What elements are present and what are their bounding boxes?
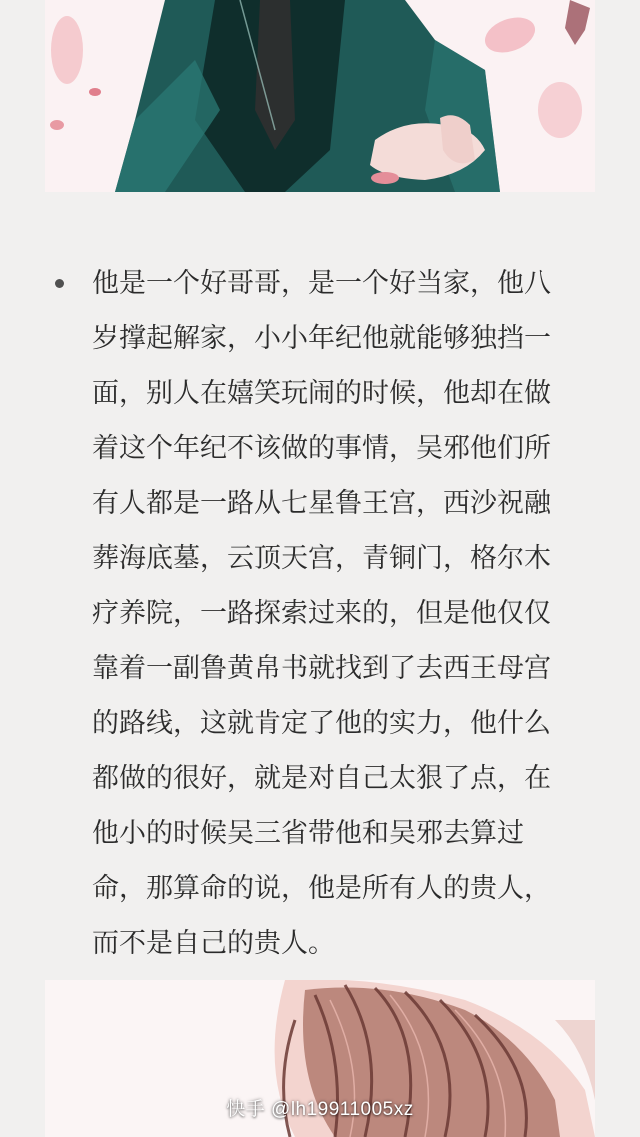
text-line-4: 着这个年纪不该做的事情，吴邪他们所 (92, 433, 551, 464)
text-line-8: 靠着一副鲁黄帛书就找到了去西王母宫 (92, 653, 551, 684)
bullet-point (55, 279, 64, 288)
text-line-11: 他小的时候吴三省带他和吴邪去算过 (92, 818, 524, 849)
text-line-3: 面，别人在嬉笑玩闹的时候，他却在做 (92, 378, 551, 409)
text-line-2: 岁撑起解家，小小年纪他就能够独挡一 (92, 323, 551, 354)
text-line-13: 而不是自己的贵人。 (92, 928, 335, 959)
text-line-12: 命，那算命的说，他是所有人的贵人， (92, 873, 551, 904)
text-line-1: 他是一个好哥哥，是一个好当家，他八 (92, 268, 551, 299)
text-line-10: 都做的很好，就是对自己太狠了点，在 (92, 763, 551, 794)
text-line-6: 葬海底墓，云顶天宫，青铜门，格尔木 (92, 543, 551, 574)
text-line-5: 有人都是一路从七星鲁王宫，西沙祝融 (92, 488, 551, 519)
top-illustration (45, 0, 595, 192)
watermark-text: 快手 @lh19911005xz (226, 1099, 414, 1120)
text-line-7: 疗养院，一路探索过来的，但是他仅仅 (92, 598, 551, 629)
text-line-9: 的路线，这就肯定了他的实力，他什么 (92, 708, 551, 739)
